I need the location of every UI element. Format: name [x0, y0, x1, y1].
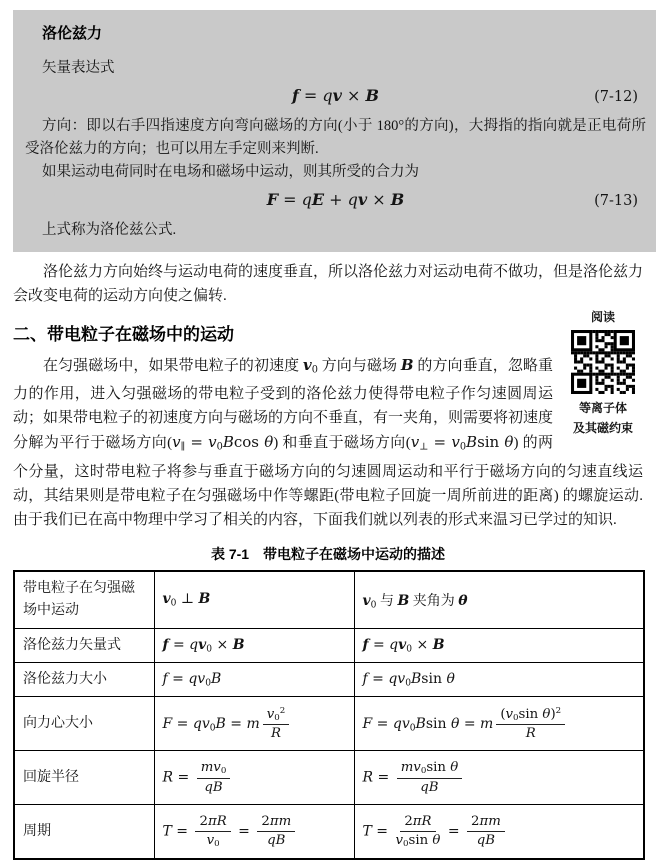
table-7-1 [13, 570, 645, 860]
table-caption: 表 7-1 带电粒子在磁场中运动的描述 [210, 545, 446, 562]
equation-7-12 [25, 84, 646, 109]
row-label: 周期 [14, 805, 154, 859]
row-label: 带电粒子在匀强磁场中运动 [14, 571, 154, 629]
row-label: 洛伦兹力矢量式 [14, 629, 154, 663]
section-heading: 二、带电粒子在磁场中的运动 [13, 325, 234, 344]
equation-7-13 [25, 188, 646, 213]
paragraph-lorentz-work: 洛伦兹力方向始终与运动电荷的速度垂直，所以洛伦兹力对运动电荷不做功，但是洛伦兹力会改变电荷的运动方向使之偏转. [13, 264, 644, 304]
cell-radius-angle: R = $\frac{\text{mv0sin θ}}{qB}$ [354, 751, 644, 805]
cell-perpendicular-case: v0 ⊥ B [154, 571, 354, 629]
vector-expression-label: 矢量表达式 [42, 60, 115, 76]
lorentz-force-formula: f = qv × B [291, 86, 380, 105]
equation-number-7-13: (7-13) [594, 192, 638, 209]
formula-name-line: 上式称为洛伦兹公式. [42, 222, 177, 238]
box-title: 洛伦兹力 [42, 25, 103, 42]
row-label: 回旋半径 [14, 751, 154, 805]
cell-force-magnitude-perp: f = qv0B [154, 663, 354, 697]
equation-number-7-12: (7-12) [594, 88, 638, 105]
table-row-centripetal-force [14, 697, 644, 751]
paragraph-particle-motion: 在匀强磁场中，如果带电粒子的初速度 v0 方向与磁场 B 的方向垂直，忽略重力的作用，进入匀强磁场的带电粒子受到的洛伦兹力使得带电粒子作匀速圆周运动；如果带电粒子的初速度方向与磁场的方向不垂直，有一夹角，则需要将初速度分解为平行于磁场方向(v∥ = v0Bcos θ) 和垂直于磁场方向(v⊥ = v0Bsin θ) 的两个分量，这时带电粒子将参与垂直于磁场方向的匀速圆周运动和平行于磁场方向的匀速直线运动，其结果则是带电粒子在匀强磁场中作等螺距(带电粒子回旋一周所前进的距离) 的螺旋运动.由于我们已在高中物理中学习了相关的内容，下面我们就以列表的形式来温习已学过的知识. [13, 356, 643, 528]
lorentz-force-box [13, 10, 656, 252]
table-row-force-magnitude [14, 663, 644, 697]
cell-period-angle: T = $\frac{2\pi R}{\text{v0sin θ}}$ = $\frac{2\pi m}{qB}$ [354, 805, 644, 859]
table-row-gyro-radius [14, 751, 644, 805]
cell-angle-case: v0 与 B 夹角为 θ [354, 571, 644, 629]
qr-caption-line-2: 及其磁约束 [572, 421, 633, 435]
table-row-motion-condition [14, 571, 644, 629]
cell-vector-formula-angle: f = qv0 × B [354, 629, 644, 663]
cell-radius-perp: R = $\frac{mv0}{qB}$ [154, 751, 354, 805]
cell-period-perp: T = $\frac{2\pi R}{v0}$ = $\frac{2\pi m}{qB}$ [154, 805, 354, 859]
direction-paragraph: 方向：即以右手四指速度方向弯向磁场的方向(小于 180°的方向)，大拇指的指向就是正电荷所受洛伦兹力的方向；也可以用左手定则来判断. [25, 118, 646, 157]
cell-force-magnitude-angle: f = qv0Bsin θ [354, 663, 644, 697]
cell-centripetal-perp: F = qv0B = m $\frac{v0^2}{R}$ [154, 697, 354, 751]
table-row-period [14, 805, 644, 859]
table-row-vector-formula [14, 629, 644, 663]
cell-centripetal-angle: F = qv0Bsin θ = m $\frac{(v0\sin \theta)^2}{R}$ [354, 697, 644, 751]
qr-caption-line-1: 等离子体 [578, 401, 627, 415]
cell-vector-formula-perp: f = qv0 × B [154, 629, 354, 663]
textbook-page [0, 10, 656, 860]
qr-top-label: 阅读 [590, 310, 615, 324]
row-label: 洛伦兹力大小 [14, 663, 154, 697]
combined-force-formula: F = qE + qv × B [266, 190, 405, 209]
qr-code-icon [571, 330, 635, 394]
row-label: 向力心大小 [14, 697, 154, 751]
combined-force-intro: 如果运动电荷同时在电场和磁场中运动，则其所受的合力为 [42, 164, 419, 180]
qr-reading-block [563, 308, 643, 438]
